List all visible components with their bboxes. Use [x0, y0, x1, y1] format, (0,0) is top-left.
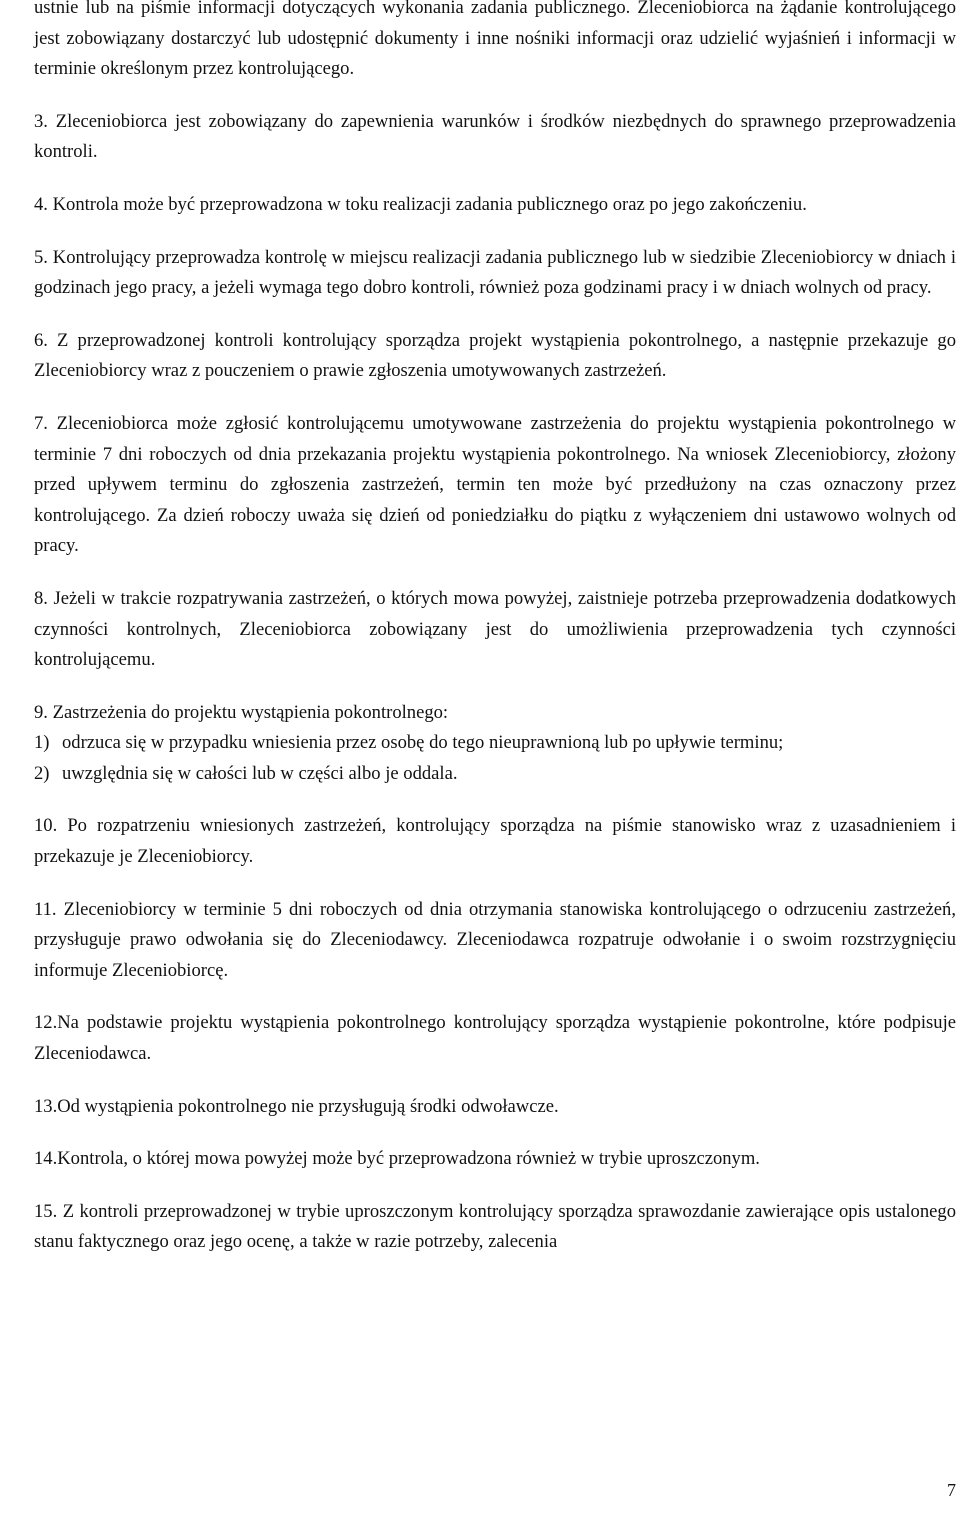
- paragraph-4: 4. Kontrola może być przeprowadzona w toku realizacji zadania publicznego oraz po jego zakończeniu.: [34, 193, 807, 215]
- paragraph-5: 5. Kontrolujący przeprowadza kontrolę w miejscu realizacji zadania publicznego lub w siedzibie Zleceniobiorcy w dniach i godzinach jego pracy, a jeżeli wymaga tego dobro kontroli, również poza godzinami pracy i w dniach wolnych od pracy.: [34, 246, 956, 299]
- paragraph-9-item-2: [34, 759, 956, 790]
- paragraph-3: 3. Zleceniobiorca jest zobowiązany do zapewnienia warunków i środków niezbędnych do sprawnego przeprowadzenia kontroli.: [34, 110, 956, 163]
- paragraph-12-text: Na podstawie projektu wystąpienia pokontrolnego kontrolujący sporządza wystąpienie pokontrolne, które podpisuje Zleceniodawca.: [34, 1012, 956, 1065]
- page-number: 7: [947, 1480, 956, 1500]
- paragraph-13: [34, 1092, 956, 1123]
- list-item-text: odrzuca się w przypadku wniesienia przez osobę do tego nieuprawnioną lub po upływie terminu;: [62, 732, 784, 754]
- paragraph-13-number: 13.: [34, 1095, 58, 1117]
- paragraph-9-item-1: [34, 728, 956, 759]
- paragraph-15: 15. Z kontroli przeprowadzonej w trybie uproszczonym kontrolujący sporządza sprawozdanie zawierające opis ustalonego stanu faktycznego oraz jego ocenę, a także w razie potrzeby, zalecenia: [34, 1200, 956, 1253]
- paragraph-14: [34, 1144, 956, 1175]
- document-body: [34, 0, 956, 1280]
- paragraph-14-text: Kontrola, o której mowa powyżej może być przeprowadzona również w trybie uproszczonym.: [57, 1148, 760, 1170]
- paragraph-8: 8. Jeżeli w trakcie rozpatrywania zastrzeżeń, o których mowa powyżej, zaistnieje potrzeba przeprowadzenia dodatkowych czynności kontrolnych, Zleceniobiorca zobowiązany jest do umożliwienia przeprowadzenia tych czynności kontrolującemu.: [34, 587, 956, 671]
- paragraph-12-number: 12.: [34, 1012, 58, 1034]
- paragraph-13-text: Od wystąpienia pokontrolnego nie przysługują środki odwoławcze.: [57, 1095, 559, 1117]
- paragraph-12: [34, 1008, 956, 1069]
- paragraph-14-number: 14.: [34, 1148, 58, 1170]
- paragraph-10: 10. Po rozpatrzeniu wniesionych zastrzeżeń, kontrolujący sporządza na piśmie stanowisko wraz z uzasadnieniem i przekazuje je Zleceniobiorcy.: [34, 815, 956, 868]
- paragraph-intro: ustnie lub na piśmie informacji dotyczących wykonania zadania publicznego. Zleceniobiorca na żądanie kontrolującego jest zobowiązany dostarczyć lub udostępnić dokumenty i inne nośniki informacji oraz udzielić wyjaśnień i informacji w terminie określonym przez kontrolującego.: [34, 0, 956, 80]
- list-item-text: uwzględnia się w całości lub w części albo je oddala.: [62, 762, 458, 784]
- paragraph-7: 7. Zleceniobiorca może zgłosić kontrolującemu umotywowane zastrzeżenia do projektu wystąpienia pokontrolnego w terminie 7 dni roboczych od dnia przekazania projektu wystąpienia pokontrolnego. Na wniosek Zleceniobiorcy, złożony przed upływem terminu do zgłoszenia zastrzeżeń, termin ten może być przedłużony na czas oznaczony przez kontrolującego. Za dzień roboczy uważa się dzień od poniedziałku do piątku z wyłączeniem dni ustawowo wolnych od pracy.: [34, 412, 956, 557]
- paragraph-6: 6. Z przeprowadzonej kontroli kontrolujący sporządza projekt wystąpienia pokontrolnego, a następnie przekazuje go Zleceniobiorcy wraz z pouczeniem o prawie zgłoszenia umotywowanych zastrzeżeń.: [34, 329, 956, 382]
- paragraph-11: 11. Zleceniobiorcy w terminie 5 dni roboczych od dnia otrzymania stanowiska kontrolującego o odrzuceniu zastrzeżeń, przysługuje prawo odwołania się do Zleceniodawcy. Zleceniodawca rozpatruje odwołanie i o swoim rozstrzygnięciu informuje Zleceniobiorcę.: [34, 898, 956, 981]
- list-marker: 2): [34, 762, 50, 784]
- paragraph-9: 9. Zastrzeżenia do projektu wystąpienia pokontrolnego:: [34, 701, 449, 723]
- list-marker: 1): [34, 732, 50, 754]
